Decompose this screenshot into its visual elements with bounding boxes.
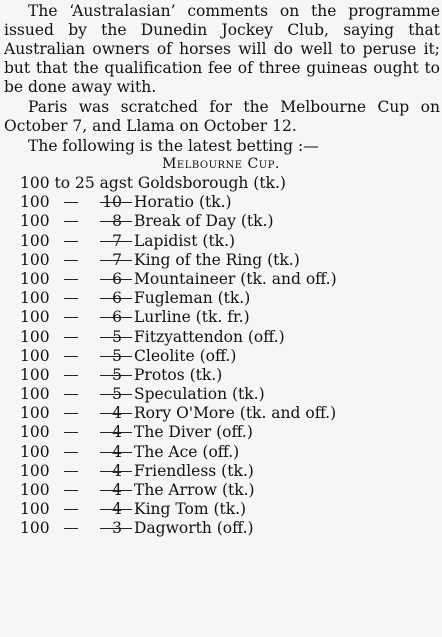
leader-dash xyxy=(100,298,132,299)
odds-stake: 100 xyxy=(20,500,50,519)
odds-return: 6 xyxy=(112,289,122,308)
odds-stake: 100 xyxy=(20,442,50,461)
leader-dash xyxy=(100,221,132,222)
leader-dash xyxy=(100,202,132,203)
odds-stake: 100 xyxy=(20,365,50,384)
horse-name: Mountaineer (tk. and off.) xyxy=(134,269,337,288)
odds-return: 4 xyxy=(112,404,122,423)
odds-return: 4 xyxy=(112,500,122,519)
odds-stake: 100 xyxy=(20,519,50,538)
odds-return: 4 xyxy=(112,481,122,499)
odds-stake: 100 xyxy=(20,423,50,442)
horse-name: Friendless (tk.) xyxy=(134,461,254,480)
odds-return: 5 xyxy=(112,346,122,365)
leader-dash xyxy=(100,490,132,491)
leader-dash xyxy=(100,432,132,433)
betting-row xyxy=(0,193,442,212)
odds-return: 6 xyxy=(112,269,122,288)
horse-name: Lurline (tk. fr.) xyxy=(134,308,250,327)
odds-stake: 100 xyxy=(20,269,50,288)
odds-return: 8 xyxy=(112,212,122,231)
odds-dash xyxy=(64,452,78,453)
odds-stake: 100 xyxy=(20,481,50,499)
odds-dash xyxy=(64,432,78,433)
betting-row xyxy=(0,251,442,270)
odds-dash xyxy=(64,298,78,299)
odds-return: 10 xyxy=(102,193,122,212)
paragraph-intro: The following is the latest betting :— xyxy=(28,137,319,155)
betting-row xyxy=(0,308,442,327)
odds-dash xyxy=(64,490,78,491)
odds-stake: 100 xyxy=(20,327,50,346)
betting-row xyxy=(0,519,442,538)
horse-name: Horatio (tk.) xyxy=(134,193,232,212)
odds-return: 6 xyxy=(112,308,122,327)
leader-dash xyxy=(100,413,132,414)
leader-dash xyxy=(100,260,132,261)
paragraph-australasian: The ‘Australasian’ comments on the programme issued by the Dunedin Jockey Club, saying that Australian owners of horses will do well to peruse it; but that the qualification fee of three guineas ought to be done away with. xyxy=(4,2,440,96)
odds-return: 4 xyxy=(112,442,122,461)
odds-return: 5 xyxy=(112,365,122,384)
odds-dash xyxy=(64,509,78,510)
odds-stake: 100 xyxy=(20,212,50,231)
betting-row xyxy=(0,443,442,462)
leader-dash xyxy=(100,452,132,453)
horse-name: The Ace (off.) xyxy=(134,442,240,461)
odds-dash xyxy=(64,356,78,357)
horse-name: Lapidist (tk.) xyxy=(134,231,236,250)
horse-name: Speculation (tk.) xyxy=(134,385,265,404)
horse-name: King Tom (tk.) xyxy=(134,500,247,519)
odds-dash xyxy=(64,241,78,242)
leader-dash xyxy=(100,317,132,318)
odds-dash xyxy=(64,260,78,261)
horse-name: Cleolite (off.) xyxy=(134,346,237,365)
betting-list xyxy=(0,174,442,539)
odds-return: 7 xyxy=(112,250,122,269)
odds-dash xyxy=(64,317,78,318)
horse-name: Rory O'More (tk. and off.) xyxy=(134,404,337,423)
odds-stake: 100 xyxy=(20,193,50,212)
horse-name: King of the Ring (tk.) xyxy=(134,250,300,269)
betting-row xyxy=(0,289,442,308)
betting-heading: Melbourne Cup. xyxy=(162,156,280,172)
odds-dash xyxy=(64,375,78,376)
leader-dash xyxy=(100,471,132,472)
odds-return: 3 xyxy=(112,519,122,538)
betting-row-first xyxy=(0,174,442,193)
horse-name: Fitzyattendon (off.) xyxy=(134,327,285,346)
betting-row xyxy=(0,212,442,231)
horse-name: Fugleman (tk.) xyxy=(134,289,251,308)
betting-row xyxy=(0,270,442,289)
odds-stake: 100 xyxy=(20,308,50,327)
odds-stake: 100 xyxy=(20,385,50,404)
horse-name: Break of Day (tk.) xyxy=(134,212,274,231)
betting-first-line: 100 to 25 agst Goldsborough (tk.) xyxy=(20,174,286,192)
odds-return: 4 xyxy=(112,461,122,480)
betting-row xyxy=(0,404,442,423)
leader-dash xyxy=(100,337,132,338)
odds-stake: 100 xyxy=(20,289,50,308)
leader-dash xyxy=(100,241,132,242)
odds-stake: 100 xyxy=(20,346,50,365)
odds-dash xyxy=(64,337,78,338)
betting-row xyxy=(0,481,442,500)
odds-return: 4 xyxy=(112,423,122,442)
horse-name: Dagworth (off.) xyxy=(134,519,254,538)
odds-dash xyxy=(64,394,78,395)
odds-stake: 100 xyxy=(20,404,50,423)
leader-dash xyxy=(100,279,132,280)
leader-dash xyxy=(100,375,132,376)
betting-row xyxy=(0,385,442,404)
horse-name: Protos (tk.) xyxy=(134,365,223,384)
betting-row xyxy=(0,366,442,385)
odds-return: 5 xyxy=(112,327,122,346)
horse-name: The Arrow (tk.) xyxy=(134,481,255,499)
leader-dash xyxy=(100,528,132,529)
betting-row xyxy=(0,232,442,251)
odds-dash xyxy=(64,413,78,414)
betting-row xyxy=(0,500,442,519)
odds-return: 7 xyxy=(112,231,122,250)
betting-row xyxy=(0,462,442,481)
betting-row xyxy=(0,423,442,442)
paragraph-scratchings: Paris was scratched for the Melbourne Cup on October 7, and Llama on October 12. xyxy=(4,98,440,135)
leader-dash xyxy=(100,394,132,395)
odds-dash xyxy=(64,279,78,280)
odds-stake: 100 xyxy=(20,461,50,480)
odds-dash xyxy=(64,202,78,203)
odds-stake: 100 xyxy=(20,250,50,269)
odds-return: 5 xyxy=(112,385,122,404)
odds-dash xyxy=(64,528,78,529)
odds-dash xyxy=(64,471,78,472)
odds-dash xyxy=(64,221,78,222)
betting-row xyxy=(0,347,442,366)
horse-name: The Diver (off.) xyxy=(134,423,253,442)
odds-stake: 100 xyxy=(20,231,50,250)
betting-row xyxy=(0,328,442,347)
leader-dash xyxy=(100,509,132,510)
leader-dash xyxy=(100,356,132,357)
